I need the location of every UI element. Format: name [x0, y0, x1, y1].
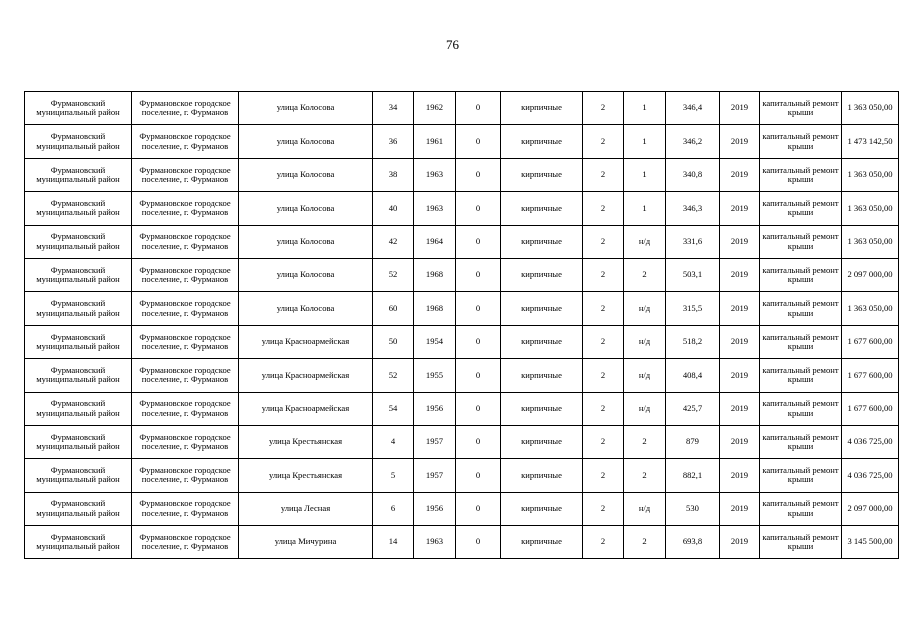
build-year-cell: 1963 [414, 526, 456, 559]
table-row [25, 158, 899, 191]
district-cell: Фурмановский муниципальный район [25, 258, 132, 291]
settlement-cell: Фурмановское городское поселение, г. Фурманов [132, 225, 239, 258]
cost-cell: 1 363 050,00 [842, 158, 899, 191]
wall-material-cell: кирпичные [501, 92, 583, 125]
plan-year-cell: 2019 [720, 192, 760, 225]
floors-cell: 2 [583, 225, 624, 258]
plan-year-cell: 2019 [720, 425, 760, 458]
build-year-cell: 1957 [414, 459, 456, 492]
build-year-cell: 1968 [414, 258, 456, 291]
floors-cell: 2 [583, 492, 624, 525]
district-cell: Фурмановский муниципальный район [25, 425, 132, 458]
plan-year-cell: 2019 [720, 292, 760, 325]
work-type-cell: капитальный ремонт крыши [760, 459, 842, 492]
floors-cell: 2 [583, 459, 624, 492]
table-row [25, 92, 899, 125]
value-cell: 0 [456, 359, 501, 392]
work-type-cell: капитальный ремонт крыши [760, 425, 842, 458]
area-cell: 882,1 [666, 459, 720, 492]
build-year-cell: 1962 [414, 92, 456, 125]
area-cell: 518,2 [666, 325, 720, 358]
entrances-cell: 1 [624, 158, 666, 191]
entrances-cell: 2 [624, 459, 666, 492]
area-cell: 346,3 [666, 192, 720, 225]
wall-material-cell: кирпичные [501, 125, 583, 158]
area-cell: 340,8 [666, 158, 720, 191]
floors-cell: 2 [583, 158, 624, 191]
value-cell: 0 [456, 392, 501, 425]
street-cell: улица Красноармейская [239, 325, 373, 358]
settlement-cell: Фурмановское городское поселение, г. Фурманов [132, 526, 239, 559]
wall-material-cell: кирпичные [501, 225, 583, 258]
cost-cell: 3 145 500,00 [842, 526, 899, 559]
street-cell: улица Колосова [239, 258, 373, 291]
area-cell: 503,1 [666, 258, 720, 291]
cost-cell: 4 036 725,00 [842, 459, 899, 492]
street-cell: улица Колосова [239, 292, 373, 325]
street-cell: улица Красноармейская [239, 392, 373, 425]
entrances-cell: 1 [624, 92, 666, 125]
table-row [25, 125, 899, 158]
wall-material-cell: кирпичные [501, 526, 583, 559]
value-cell: 0 [456, 92, 501, 125]
cost-cell: 1 677 600,00 [842, 392, 899, 425]
street-cell: улица Красноармейская [239, 359, 373, 392]
plan-year-cell: 2019 [720, 359, 760, 392]
value-cell: 0 [456, 325, 501, 358]
plan-year-cell: 2019 [720, 526, 760, 559]
entrances-cell: н/д [624, 392, 666, 425]
work-type-cell: капитальный ремонт крыши [760, 492, 842, 525]
floors-cell: 2 [583, 325, 624, 358]
district-cell: Фурмановский муниципальный район [25, 392, 132, 425]
district-cell: Фурмановский муниципальный район [25, 359, 132, 392]
floors-cell: 2 [583, 359, 624, 392]
house-number-cell: 36 [373, 125, 414, 158]
plan-year-cell: 2019 [720, 158, 760, 191]
street-cell: улица Мичурина [239, 526, 373, 559]
settlement-cell: Фурмановское городское поселение, г. Фурманов [132, 92, 239, 125]
table-row [25, 292, 899, 325]
area-cell: 530 [666, 492, 720, 525]
plan-year-cell: 2019 [720, 92, 760, 125]
district-cell: Фурмановский муниципальный район [25, 325, 132, 358]
house-number-cell: 52 [373, 258, 414, 291]
floors-cell: 2 [583, 526, 624, 559]
cost-cell: 1 677 600,00 [842, 359, 899, 392]
settlement-cell: Фурмановское городское поселение, г. Фурманов [132, 292, 239, 325]
house-number-cell: 54 [373, 392, 414, 425]
cost-cell: 1 363 050,00 [842, 192, 899, 225]
floors-cell: 2 [583, 292, 624, 325]
district-cell: Фурмановский муниципальный район [25, 292, 132, 325]
district-cell: Фурмановский муниципальный район [25, 526, 132, 559]
district-cell: Фурмановский муниципальный район [25, 492, 132, 525]
plan-year-cell: 2019 [720, 492, 760, 525]
settlement-cell: Фурмановское городское поселение, г. Фурманов [132, 325, 239, 358]
value-cell: 0 [456, 292, 501, 325]
value-cell: 0 [456, 225, 501, 258]
work-type-cell: капитальный ремонт крыши [760, 192, 842, 225]
settlement-cell: Фурмановское городское поселение, г. Фурманов [132, 258, 239, 291]
district-cell: Фурмановский муниципальный район [25, 459, 132, 492]
table-body [25, 92, 899, 559]
wall-material-cell: кирпичные [501, 359, 583, 392]
value-cell: 0 [456, 192, 501, 225]
settlement-cell: Фурмановское городское поселение, г. Фурманов [132, 459, 239, 492]
cost-cell: 1 363 050,00 [842, 292, 899, 325]
entrances-cell: н/д [624, 325, 666, 358]
plan-year-cell: 2019 [720, 392, 760, 425]
area-cell: 346,2 [666, 125, 720, 158]
entrances-cell: н/д [624, 492, 666, 525]
build-year-cell: 1957 [414, 425, 456, 458]
settlement-cell: Фурмановское городское поселение, г. Фурманов [132, 359, 239, 392]
plan-year-cell: 2019 [720, 125, 760, 158]
build-year-cell: 1954 [414, 325, 456, 358]
plan-year-cell: 2019 [720, 459, 760, 492]
house-number-cell: 4 [373, 425, 414, 458]
house-number-cell: 14 [373, 526, 414, 559]
value-cell: 0 [456, 258, 501, 291]
value-cell: 0 [456, 492, 501, 525]
value-cell: 0 [456, 459, 501, 492]
entrances-cell: 2 [624, 526, 666, 559]
work-type-cell: капитальный ремонт крыши [760, 225, 842, 258]
wall-material-cell: кирпичные [501, 459, 583, 492]
street-cell: улица Колосова [239, 225, 373, 258]
district-cell: Фурмановский муниципальный район [25, 225, 132, 258]
work-type-cell: капитальный ремонт крыши [760, 526, 842, 559]
wall-material-cell: кирпичные [501, 425, 583, 458]
area-cell: 408,4 [666, 359, 720, 392]
house-number-cell: 42 [373, 225, 414, 258]
settlement-cell: Фурмановское городское поселение, г. Фурманов [132, 492, 239, 525]
table-row [25, 325, 899, 358]
entrances-cell: 1 [624, 125, 666, 158]
house-number-cell: 40 [373, 192, 414, 225]
house-number-cell: 60 [373, 292, 414, 325]
table-row [25, 225, 899, 258]
plan-year-cell: 2019 [720, 325, 760, 358]
work-type-cell: капитальный ремонт крыши [760, 158, 842, 191]
entrances-cell: н/д [624, 359, 666, 392]
street-cell: улица Колосова [239, 192, 373, 225]
entrances-cell: 1 [624, 192, 666, 225]
district-cell: Фурмановский муниципальный район [25, 192, 132, 225]
street-cell: улица Колосова [239, 92, 373, 125]
house-number-cell: 5 [373, 459, 414, 492]
wall-material-cell: кирпичные [501, 192, 583, 225]
wall-material-cell: кирпичные [501, 292, 583, 325]
build-year-cell: 1963 [414, 192, 456, 225]
house-number-cell: 6 [373, 492, 414, 525]
table-row [25, 459, 899, 492]
house-number-cell: 52 [373, 359, 414, 392]
district-cell: Фурмановский муниципальный район [25, 125, 132, 158]
cost-cell: 2 097 000,00 [842, 258, 899, 291]
cost-cell: 1 473 142,50 [842, 125, 899, 158]
build-year-cell: 1961 [414, 125, 456, 158]
build-year-cell: 1968 [414, 292, 456, 325]
cost-cell: 2 097 000,00 [842, 492, 899, 525]
build-year-cell: 1964 [414, 225, 456, 258]
build-year-cell: 1956 [414, 392, 456, 425]
street-cell: улица Колосова [239, 125, 373, 158]
table-row [25, 392, 899, 425]
floors-cell: 2 [583, 125, 624, 158]
cost-cell: 1 363 050,00 [842, 92, 899, 125]
district-cell: Фурмановский муниципальный район [25, 92, 132, 125]
value-cell: 0 [456, 526, 501, 559]
district-cell: Фурмановский муниципальный район [25, 158, 132, 191]
table-row [25, 425, 899, 458]
house-number-cell: 50 [373, 325, 414, 358]
housing-repair-table [24, 91, 899, 559]
house-number-cell: 34 [373, 92, 414, 125]
build-year-cell: 1955 [414, 359, 456, 392]
table-row [25, 359, 899, 392]
wall-material-cell: кирпичные [501, 158, 583, 191]
area-cell: 346,4 [666, 92, 720, 125]
floors-cell: 2 [583, 392, 624, 425]
area-cell: 425,7 [666, 392, 720, 425]
entrances-cell: 2 [624, 258, 666, 291]
work-type-cell: капитальный ремонт крыши [760, 125, 842, 158]
street-cell: улица Колосова [239, 158, 373, 191]
page-number: 76 [446, 37, 459, 52]
floors-cell: 2 [583, 425, 624, 458]
work-type-cell: капитальный ремонт крыши [760, 325, 842, 358]
street-cell: улица Крестьянская [239, 459, 373, 492]
cost-cell: 1 363 050,00 [842, 225, 899, 258]
area-cell: 331,6 [666, 225, 720, 258]
plan-year-cell: 2019 [720, 258, 760, 291]
table-row [25, 492, 899, 525]
value-cell: 0 [456, 425, 501, 458]
wall-material-cell: кирпичные [501, 492, 583, 525]
settlement-cell: Фурмановское городское поселение, г. Фурманов [132, 158, 239, 191]
table-row [25, 258, 899, 291]
work-type-cell: капитальный ремонт крыши [760, 392, 842, 425]
settlement-cell: Фурмановское городское поселение, г. Фурманов [132, 192, 239, 225]
plan-year-cell: 2019 [720, 225, 760, 258]
settlement-cell: Фурмановское городское поселение, г. Фурманов [132, 125, 239, 158]
settlement-cell: Фурмановское городское поселение, г. Фурманов [132, 392, 239, 425]
area-cell: 315,5 [666, 292, 720, 325]
work-type-cell: капитальный ремонт крыши [760, 92, 842, 125]
entrances-cell: 2 [624, 425, 666, 458]
entrances-cell: н/д [624, 292, 666, 325]
cost-cell: 1 677 600,00 [842, 325, 899, 358]
work-type-cell: капитальный ремонт крыши [760, 359, 842, 392]
wall-material-cell: кирпичные [501, 392, 583, 425]
table-row [25, 526, 899, 559]
build-year-cell: 1963 [414, 158, 456, 191]
floors-cell: 2 [583, 258, 624, 291]
value-cell: 0 [456, 125, 501, 158]
floors-cell: 2 [583, 92, 624, 125]
street-cell: улица Лесная [239, 492, 373, 525]
value-cell: 0 [456, 158, 501, 191]
work-type-cell: капитальный ремонт крыши [760, 292, 842, 325]
build-year-cell: 1956 [414, 492, 456, 525]
floors-cell: 2 [583, 192, 624, 225]
street-cell: улица Крестьянская [239, 425, 373, 458]
area-cell: 879 [666, 425, 720, 458]
table-row [25, 192, 899, 225]
cost-cell: 4 036 725,00 [842, 425, 899, 458]
area-cell: 693,8 [666, 526, 720, 559]
settlement-cell: Фурмановское городское поселение, г. Фурманов [132, 425, 239, 458]
work-type-cell: капитальный ремонт крыши [760, 258, 842, 291]
entrances-cell: н/д [624, 225, 666, 258]
house-number-cell: 38 [373, 158, 414, 191]
wall-material-cell: кирпичные [501, 258, 583, 291]
wall-material-cell: кирпичные [501, 325, 583, 358]
